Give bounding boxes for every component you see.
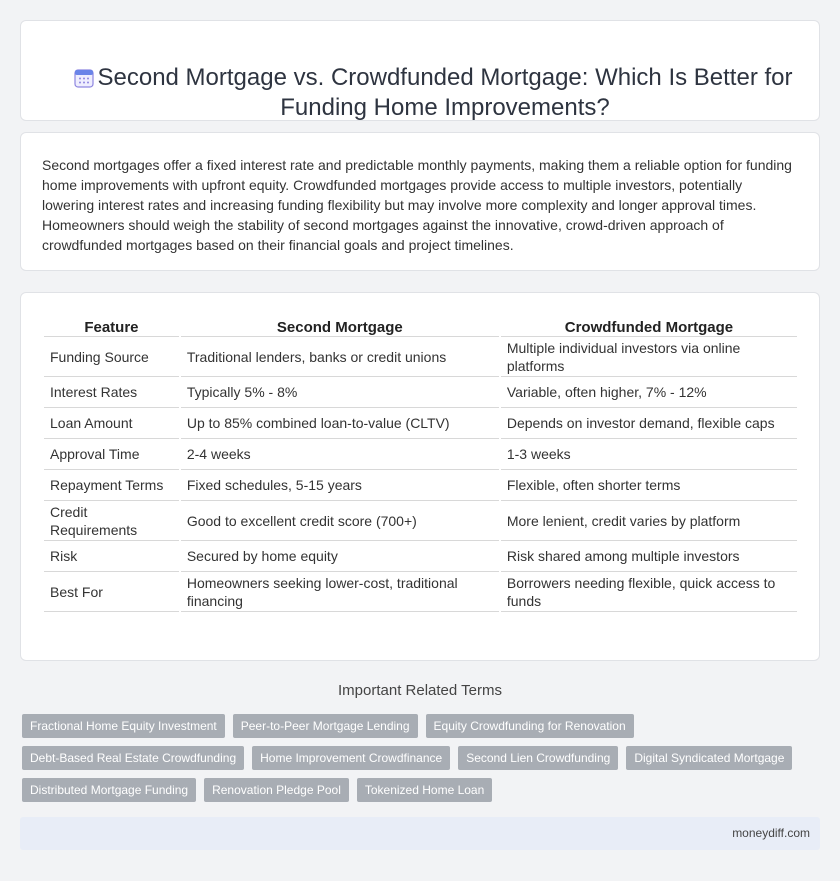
summary-card [20,132,820,271]
table-row [44,337,797,377]
cell-second-mortgage: Up to 85% combined loan-to-value (CLTV) [181,408,499,439]
related-term-tag[interactable]: Distributed Mortgage Funding [22,778,196,802]
cell-feature: Interest Rates [44,377,179,408]
table-row [44,470,797,501]
related-term-tag[interactable]: Peer-to-Peer Mortgage Lending [233,714,418,738]
comparison-table [42,315,799,612]
table-row [44,501,797,541]
cell-second-mortgage: 2-4 weeks [181,439,499,470]
table-row [44,377,797,408]
cell-second-mortgage: Homeowners seeking lower-cost, traditional financing [181,572,499,612]
header-crowdfunded-mortgage: Crowdfunded Mortgage [501,315,797,337]
table-row [44,439,797,470]
header-feature: Feature [44,315,179,337]
cell-second-mortgage: Fixed schedules, 5-15 years [181,470,499,501]
table-row [44,541,797,572]
table-row [44,572,797,612]
page-title-line1: Second Mortgage vs. Crowdfunded Mortgage: Which Is Better for [97,64,793,91]
page-title-line2: Funding Home Improvements? [280,94,610,121]
related-term-tag[interactable]: Home Improvement Crowdfinance [252,746,450,770]
header-second-mortgage: Second Mortgage [181,315,499,337]
related-term-tag[interactable]: Digital Syndicated Mortgage [626,746,792,770]
cell-crowdfunded-mortgage: Variable, often higher, 7% - 12% [501,377,797,408]
cell-second-mortgage: Traditional lenders, banks or credit unions [181,337,499,377]
related-terms-list [22,714,812,802]
cell-crowdfunded-mortgage: Depends on investor demand, flexible caps [501,408,797,439]
footer [20,817,820,850]
table-row [44,408,797,439]
cell-feature: Loan Amount [44,408,179,439]
cell-crowdfunded-mortgage: Flexible, often shorter terms [501,470,797,501]
related-terms-heading: Important Related Terms [338,682,502,699]
footer-site-link[interactable]: moneydiff.com [732,826,810,840]
cell-second-mortgage: Typically 5% - 8% [181,377,499,408]
table-header-row [44,315,797,337]
cell-feature: Repayment Terms [44,470,179,501]
cell-second-mortgage: Good to excellent credit score (700+) [181,501,499,541]
related-term-tag[interactable]: Debt-Based Real Estate Crowdfunding [22,746,244,770]
cell-feature: Funding Source [44,337,179,377]
related-term-tag[interactable]: Renovation Pledge Pool [204,778,349,802]
cell-feature: Risk [44,541,179,572]
cell-feature: Credit Requirements [44,501,179,541]
cell-crowdfunded-mortgage: Borrowers needing flexible, quick access to funds [501,572,797,612]
page-title [81,63,809,123]
summary-text: Second mortgages offer a fixed interest rate and predictable monthly payments, making them a reliable option for funding home improvements with upfront equity. Crowdfunded mortgages provide access to multiple investors, potentially lowering interest rates and increasing funding flexibility but may involve more complexity and longer approval times. Homeowners should weigh the stability of second mortgages against the innovative, crowd-driven approach of crowdfunded mortgages based on their financial goals and project timelines. [42,157,792,253]
cell-crowdfunded-mortgage: Multiple individual investors via online platforms [501,337,797,377]
cell-crowdfunded-mortgage: Risk shared among multiple investors [501,541,797,572]
cell-second-mortgage: Secured by home equity [181,541,499,572]
title-card [20,20,820,121]
cell-crowdfunded-mortgage: More lenient, credit varies by platform [501,501,797,541]
cell-feature: Best For [44,572,179,612]
cell-feature: Approval Time [44,439,179,470]
comparison-table-card [20,292,820,661]
cell-crowdfunded-mortgage: 1-3 weeks [501,439,797,470]
related-term-tag[interactable]: Equity Crowdfunding for Renovation [426,714,634,738]
related-term-tag[interactable]: Fractional Home Equity Investment [22,714,225,738]
related-term-tag[interactable]: Second Lien Crowdfunding [458,746,618,770]
related-term-tag[interactable]: Tokenized Home Loan [357,778,492,802]
